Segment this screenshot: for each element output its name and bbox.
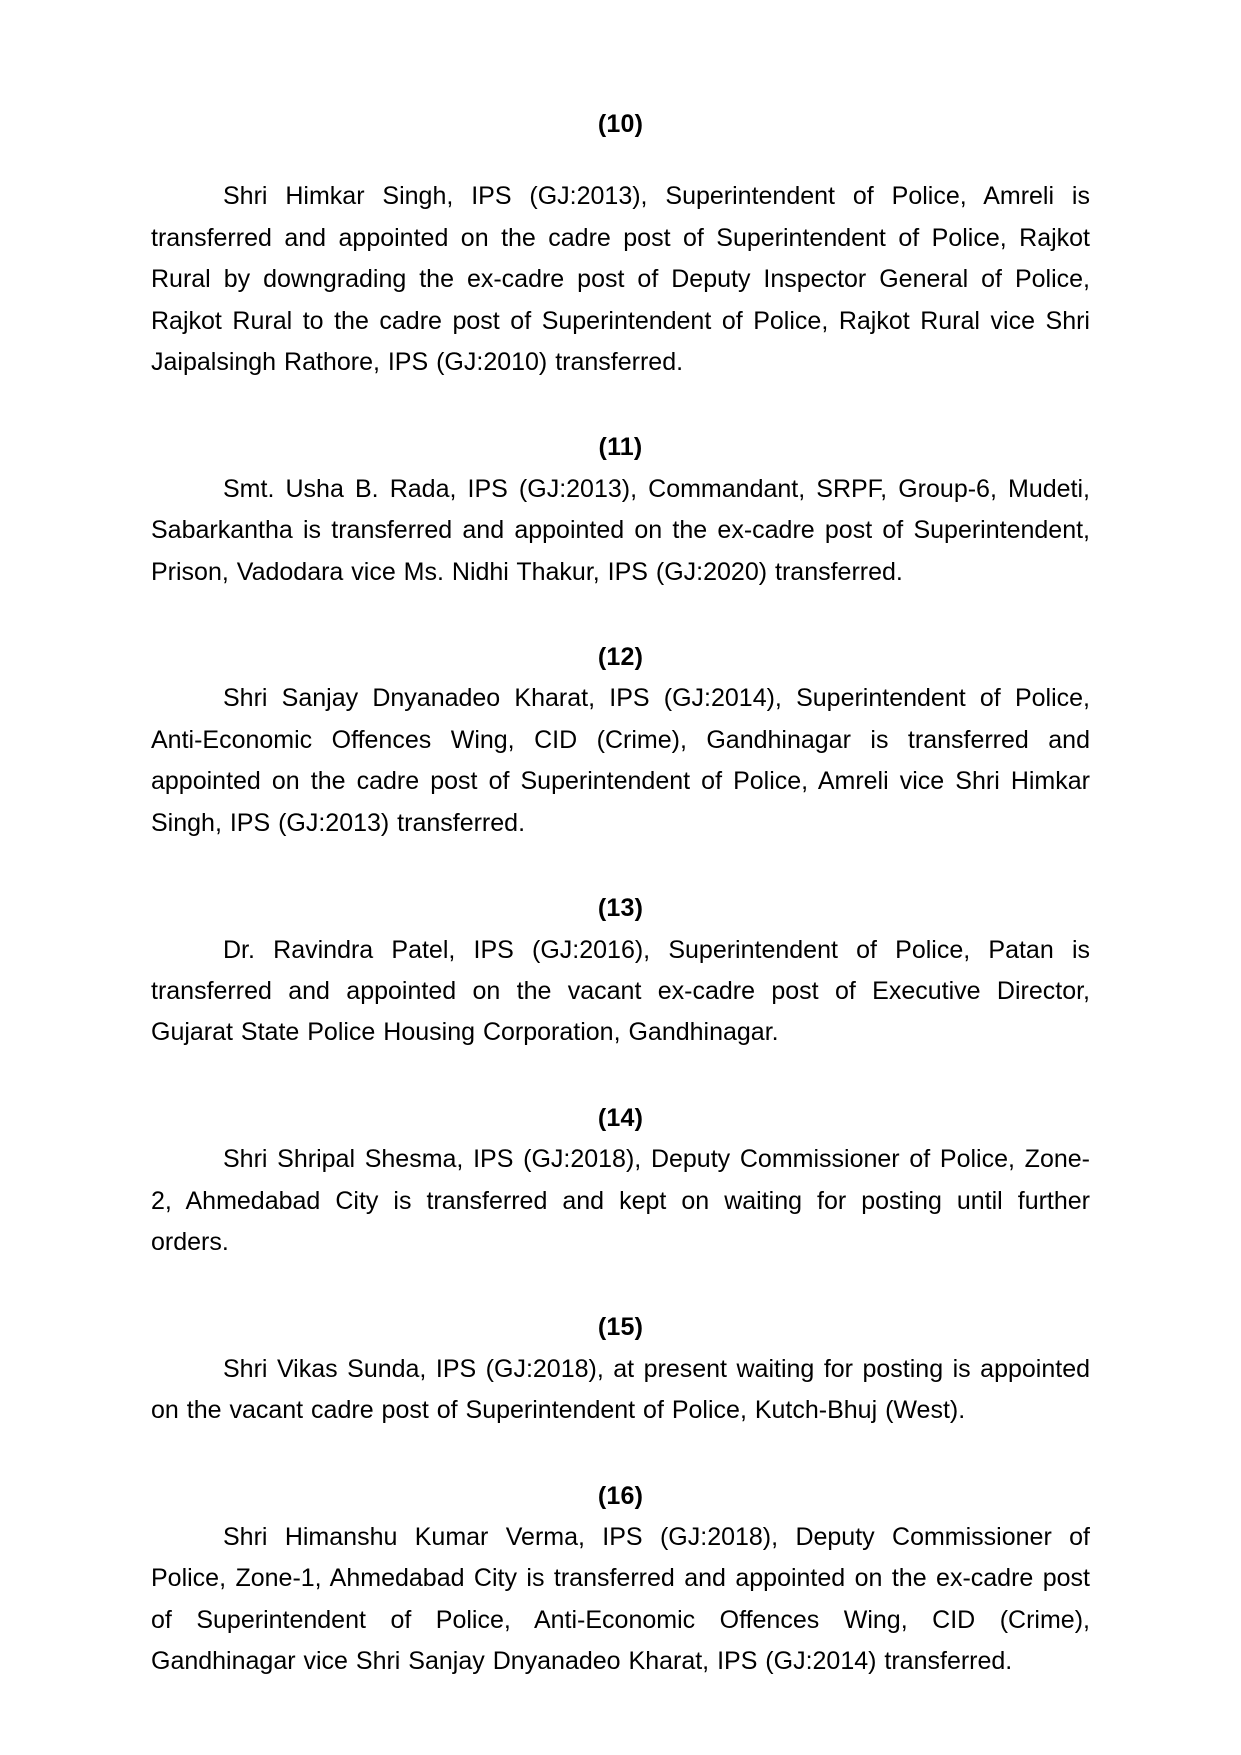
section-number-heading: (14) [597, 1103, 644, 1132]
section-number-heading: (15) [597, 1313, 644, 1342]
section-number-heading: (16) [597, 1481, 644, 1510]
order-section-14 [151, 1098, 1090, 1264]
order-section-15 [151, 1307, 1090, 1431]
document-content [151, 104, 1090, 1683]
section-paragraph: Dr. Ravindra Patel, IPS (GJ:2016), Superintendent of Police, Patan is transferred and appointed on the vacant ex-cadre post of Executive Director, Gujarat State Police Housing Corporation, Gandhinagar. [151, 935, 1090, 1047]
order-section-10 [151, 104, 1090, 383]
section-number-heading: (13) [597, 894, 644, 923]
order-section-12 [151, 637, 1090, 844]
section-number-heading: (10) [597, 110, 644, 138]
section-paragraph: Shri Vikas Sunda, IPS (GJ:2018), at present waiting for posting is appointed on the vacant cadre post of Superintendent of Police, Kutch-Bhuj (West). [151, 1354, 1090, 1425]
section-number-heading: (11) [598, 433, 643, 462]
section-paragraph: Shri Himkar Singh, IPS (GJ:2013), Superintendent of Police, Amreli is transferred and appointed on the cadre post of Superintendent of Police, Rajkot Rural by downgrading the ex-cadre post of Deputy Inspector General of Police, Rajkot Rural to the cadre post of Superintendent of Police, Rajkot Rural vice Shri Jaipalsingh Rathore, IPS (GJ:2010) transferred. [151, 182, 1090, 377]
order-section-11 [151, 427, 1090, 593]
order-section-16 [151, 1476, 1090, 1683]
section-paragraph: Shri Shripal Shesma, IPS (GJ:2018), Deputy Commissioner of Police, Zone-2, Ahmedabad City is transferred and kept on waiting for posting until further orders. [151, 1145, 1090, 1256]
section-number-heading: (12) [597, 643, 644, 672]
section-paragraph: Smt. Usha B. Rada, IPS (GJ:2013), Commandant, SRPF, Group-6, Mudeti, Sabarkantha is transferred and appointed on the ex-cadre post of Superintendent, Prison, Vadodara vice Ms. Nidhi Thakur, IPS (GJ:2020) transferred. [151, 474, 1090, 586]
section-paragraph: Shri Himanshu Kumar Verma, IPS (GJ:2018), Deputy Commissioner of Police, Zone-1, Ahmedabad City is transferred and appointed on the ex-cadre post of Superintendent of Police, Anti-Economic Offences Wing, CID (Crime), Gandhinagar vice Shri Sanjay Dnyanadeo Kharat, IPS (GJ:2014) transferred. [151, 1522, 1090, 1676]
section-paragraph: Shri Sanjay Dnyanadeo Kharat, IPS (GJ:2014), Superintendent of Police, Anti-Economic Offences Wing, CID (Crime), Gandhinagar is transferred and appointed on the cadre post of Superintendent of Police, Amreli vice Shri Himkar Singh, IPS (GJ:2013) transferred. [151, 684, 1090, 837]
order-section-13 [151, 888, 1090, 1054]
